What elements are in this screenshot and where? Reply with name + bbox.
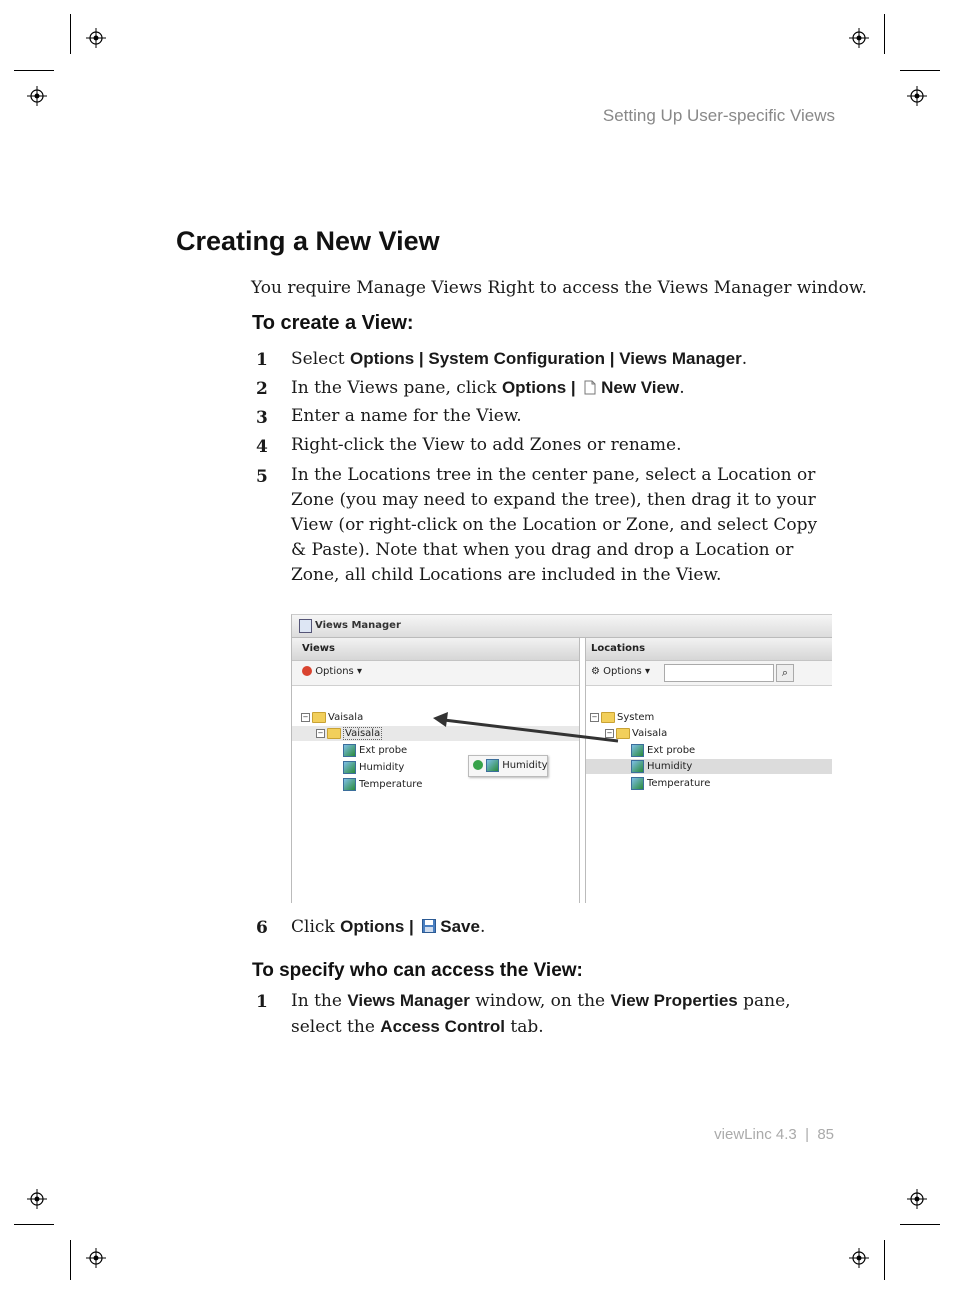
- registration-mark-icon: [86, 28, 106, 48]
- registration-mark-icon: [27, 1189, 47, 1209]
- step-number: 3: [256, 408, 268, 428]
- tree-node-selected[interactable]: Humidity: [586, 759, 832, 774]
- tree-node[interactable]: Ext probe: [631, 743, 695, 758]
- step-text: Click Options | Save.: [291, 917, 486, 937]
- drag-arrow: [292, 615, 832, 903]
- page-footer: [640, 1126, 834, 1143]
- footer-separator: |: [805, 1126, 809, 1143]
- step-text: Select Options | System Configuration | Views Manager.: [291, 349, 748, 369]
- section-heading-access: To specify who can access the View:: [252, 960, 583, 981]
- crop-mark: [900, 1224, 940, 1225]
- collapse-icon: −: [591, 712, 598, 721]
- views-pane-header: Views: [292, 638, 579, 661]
- options-button[interactable]: Options ▾: [302, 666, 362, 677]
- step-text: In the Views Manager window, on the View Properties pane, select the Access Control tab.: [291, 991, 791, 1037]
- running-head: Setting Up User-specific Views: [602, 106, 835, 125]
- registration-mark-icon: [907, 1189, 927, 1209]
- step-text: In the Locations tree in the center pane, select a Location or Zone (you may need to expand the tree), then drag it to your View (or right-click on the Location or Zone, and select Copy & Paste). Note that when you drag and drop a Location or Zone, all child Locations are included in the View.: [291, 465, 818, 585]
- registration-mark-icon: [907, 86, 927, 106]
- crop-mark: [14, 70, 54, 71]
- intro-paragraph: You require Manage Views Right to access the Views Manager window.: [251, 278, 867, 298]
- registration-mark-icon: [27, 86, 47, 106]
- footer-product: viewLinc 4.3: [714, 1126, 797, 1143]
- step-text: Right-click the View to add Zones or rename.: [291, 435, 682, 455]
- chevron-down-icon: ▾: [356, 666, 362, 677]
- crop-mark: [70, 1240, 71, 1280]
- tree-node[interactable]: Ext probe: [343, 743, 407, 758]
- collapse-icon: −: [317, 728, 324, 737]
- step-number: 1: [256, 992, 268, 1012]
- search-icon[interactable]: ⌕: [776, 664, 794, 682]
- step-number: 1: [256, 350, 268, 370]
- tree-node-selected[interactable]: − Vaisala: [292, 726, 579, 741]
- page-number: 85: [817, 1126, 834, 1143]
- views-manager-screenshot: [291, 614, 832, 903]
- crop-mark: [900, 70, 940, 71]
- new-page-icon: [584, 380, 596, 395]
- crop-mark: [884, 1240, 885, 1280]
- tree-node[interactable]: − Vaisala: [606, 728, 668, 739]
- step-text: In the Views pane, click Options | New View.: [291, 378, 685, 398]
- gear-icon: ⚙: [591, 666, 600, 677]
- tree-node[interactable]: Temperature: [631, 776, 710, 791]
- collapse-icon: −: [606, 728, 613, 737]
- tree-node[interactable]: Humidity: [343, 760, 404, 775]
- crop-mark: [14, 1224, 54, 1225]
- step-number: 2: [256, 379, 268, 399]
- step-number: 5: [256, 467, 268, 487]
- drag-proxy: Humidity: [468, 755, 548, 777]
- window-title: Views Manager: [315, 620, 401, 631]
- collapse-icon: −: [302, 712, 309, 721]
- tree-node[interactable]: − System: [591, 712, 655, 723]
- save-icon: [422, 919, 436, 933]
- chevron-down-icon: ▾: [644, 666, 650, 677]
- tree-node[interactable]: − Vaisala: [302, 712, 364, 723]
- page-title: Creating a New View: [176, 226, 440, 256]
- crop-mark: [884, 14, 885, 54]
- step-text: Enter a name for the View.: [291, 406, 522, 426]
- options-button[interactable]: ⚙ Options ▾: [591, 666, 650, 677]
- registration-mark-icon: [849, 1248, 869, 1268]
- registration-mark-icon: [86, 1248, 106, 1268]
- registration-mark-icon: [849, 28, 869, 48]
- tree-node[interactable]: Temperature: [343, 777, 422, 792]
- locations-pane-header: Locations: [586, 638, 832, 661]
- step-number: 4: [256, 437, 268, 457]
- section-heading-create: To create a View:: [252, 312, 414, 334]
- step-number: 6: [256, 918, 268, 938]
- crop-mark: [70, 14, 71, 54]
